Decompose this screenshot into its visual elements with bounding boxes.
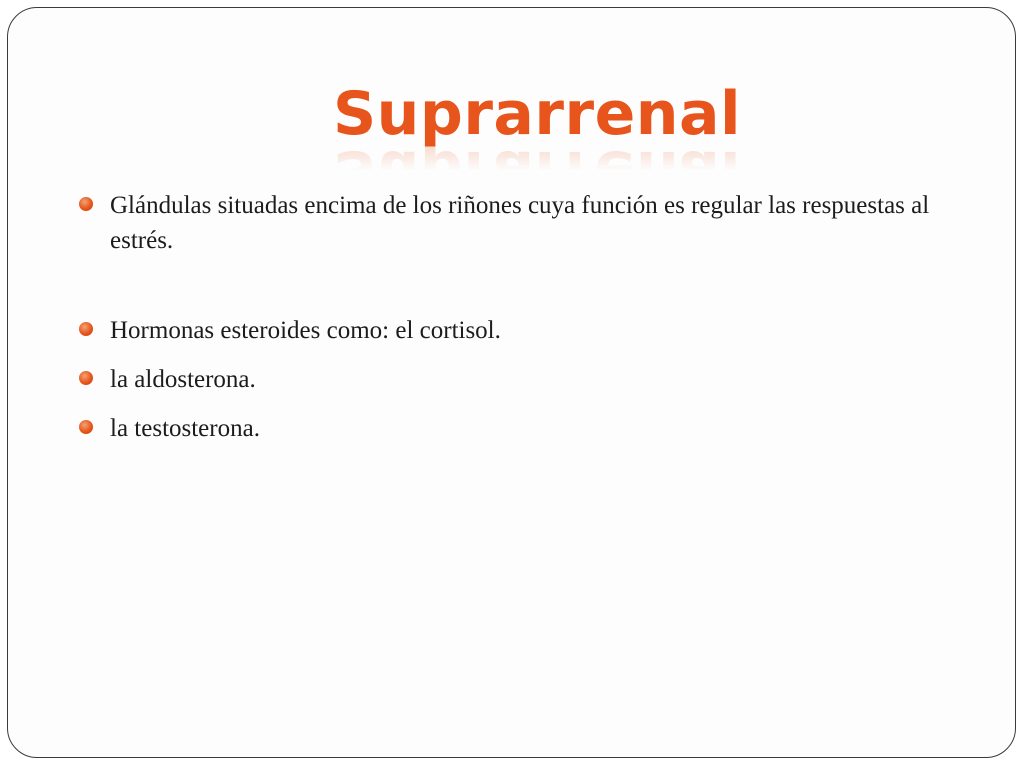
title-container: [0, 78, 1024, 150]
circle-bullet-icon: [79, 371, 93, 385]
bullet-item: [76, 188, 956, 258]
bullet-text: Hormonas esteroides como: el cortisol.: [110, 317, 501, 344]
bullet-text: Glándulas situadas encima de los riñones cuya función es regular las respuestas al estrés.: [110, 192, 930, 254]
bullet-item: [76, 411, 956, 446]
circle-bullet-icon: [79, 322, 93, 336]
bullet-text: la testosterona.: [110, 415, 260, 442]
bullet-item: [76, 362, 956, 397]
slide-title: Suprarrenal: [332, 79, 742, 149]
bullet-item: [76, 313, 956, 348]
bullet-text: la aldosterona.: [110, 366, 256, 393]
circle-bullet-icon: [79, 197, 93, 211]
bullet-list: [76, 188, 956, 446]
circle-bullet-icon: [79, 420, 93, 434]
